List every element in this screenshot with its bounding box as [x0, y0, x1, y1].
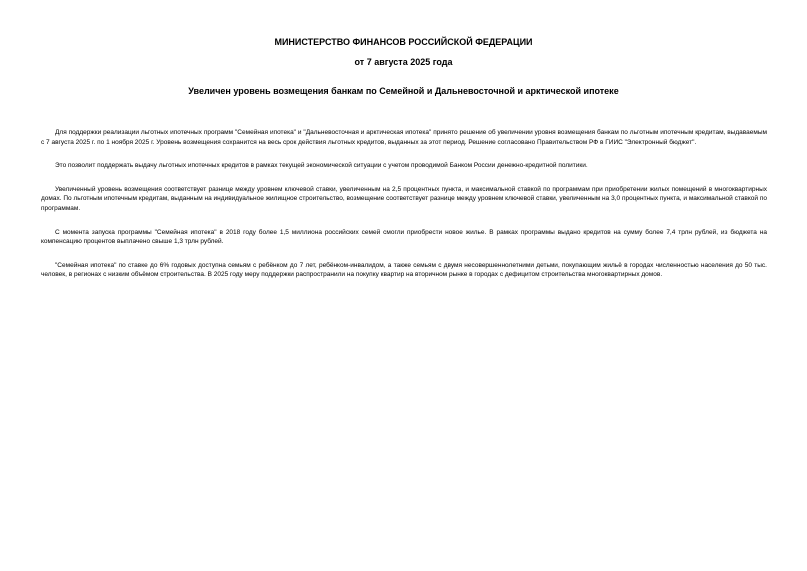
paragraph: "Семейная ипотека" по ставке до 6% годовых доступна семьям с ребёнком до 7 лет, ребёнком-инвалидом, а также семьям с двумя несовершеннолетними детьми, покупающим жильё в городах численностью населения до 50 тыс. человек, в регионах с низким объёмом строительства. В 2025 году меру поддержки распространили на покупку квартир на вторичном рынке в городах с дефицитом строительства многоквартирных домов. [41, 261, 767, 279]
paragraph: С момента запуска программы "Семейная ипотека" в 2018 году более 1,5 миллиона российских семей смогли приобрести новое жилье. В рамках программы выдано кредитов на сумму более 7,4 трлн рублей, из бюджета на компенсацию процентов выплачено свыше 1,3 трлн рублей. [41, 228, 767, 246]
ministry-name: МИНИСТЕРСТВО ФИНАНСОВ РОССИЙСКОЙ ФЕДЕРАЦИИ [274, 37, 533, 47]
document-title: Увеличен уровень возмещения банкам по Семейной и Дальневосточной и арктической ипотеке [188, 86, 619, 96]
document-body [41, 128, 767, 294]
paragraph: Для поддержки реализации льготных ипотечных программ "Семейная ипотека" и "Дальневосточная и арктическая ипотека" принято решение об увеличении уровня возмещения банкам по льготным ипотечным кредитам, выдаваемым с 7 августа 2025 г. по 1 ноября 2025 г. Уровень возмещения сохранится на весь срок действия льготных кредитов, выданных за этот период. Решение согласовано Правительством РФ в ГИИС "Электронный бюджет". [41, 129, 767, 146]
paragraph: Увеличенный уровень возмещения соответствует разнице между уровнем ключевой ставки, увеличенным на 2,5 процентных пункта, и максимальной ставкой по программам при приобретении жилых помещений в многоквартирных домах. По льготным ипотечным кредитам, выданным на индивидуальное жилищное строительство, возмещение соответствует разнице между уровнем ключевой ставки, увеличенным на 3,0 процентных пункта, и максимальной ставкой по программам. [41, 185, 767, 212]
document-date: от 7 августа 2025 года [354, 57, 453, 67]
paragraph: Это позволит поддержать выдачу льготных ипотечных кредитов в рамках текущей экономической ситуации с учетом проводимой Банком России денежно-кредитной политики. [55, 162, 588, 170]
